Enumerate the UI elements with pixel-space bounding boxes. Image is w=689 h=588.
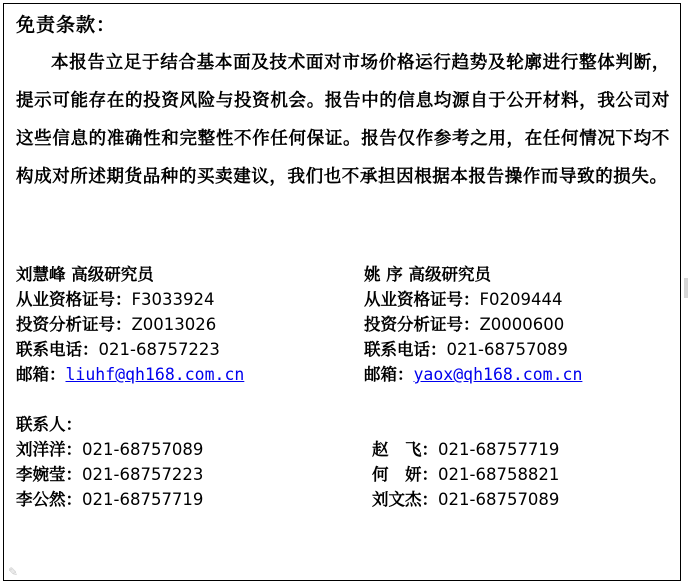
invest-label: 投资分析证号： (16, 315, 132, 334)
contact-name: 李婉莹： (16, 465, 82, 484)
contacts-left (16, 412, 203, 512)
contact-name: 何 妍： (372, 465, 438, 484)
contacts-heading: 联系人： (16, 415, 82, 434)
phone-row (16, 337, 244, 362)
contact-name: 赵 飞： (372, 440, 438, 459)
invest-number: Z0013026 (131, 315, 217, 334)
contact-row (16, 487, 203, 512)
analyst-name-title: 姚 序 高级研究员 (364, 265, 491, 284)
invest-row (364, 312, 582, 337)
contact-phone: 021-68757719 (82, 490, 204, 509)
contact-row (372, 437, 559, 462)
email-link[interactable]: liuhf@qh168.com.cn (65, 365, 245, 384)
license-row (16, 287, 244, 312)
analyst-card-1 (16, 262, 244, 387)
email-row (16, 362, 244, 387)
email-row (364, 362, 582, 387)
disclaimer-body: 本报告立足于结合基本面及技术面对市场价格运行趋势及轮廓进行整体判断，提示可能存在的投资风险与投资机会。报告中的信息均源自于公开材料，我公司对这些信息的准确性和完整性不作任何保证。报告仅作参考之用，在任何情况下均不构成对所述期货品种的买卖建议，我们也不承担因根据本报告操作而导致的损失。 (16, 53, 670, 187)
invest-row (16, 312, 244, 337)
phone-number: 021-68757089 (446, 340, 568, 359)
contact-phone: 021-68757719 (438, 440, 560, 459)
contact-name: 李公然： (16, 490, 82, 509)
analyst-card-2 (364, 262, 582, 387)
phone-number: 021-68757223 (98, 340, 220, 359)
contacts-spacer (372, 412, 559, 437)
license-row (364, 287, 582, 312)
disclaimer-title: 免责条款： (16, 14, 117, 36)
contact-row (16, 462, 203, 487)
analyst-name-title: 刘慧峰 高级研究员 (16, 265, 154, 284)
phone-row (364, 337, 582, 362)
phone-label: 联系电话： (16, 340, 99, 359)
contacts-right (372, 412, 559, 512)
contact-name: 刘洋洋： (16, 440, 82, 459)
contact-phone: 021-68757089 (82, 440, 204, 459)
email-label: 邮箱： (364, 365, 414, 384)
contact-row (372, 487, 559, 512)
contact-row (372, 462, 559, 487)
contact-name: 刘文杰： (372, 490, 438, 509)
license-label: 从业资格证号： (16, 290, 132, 309)
license-label: 从业资格证号： (364, 290, 480, 309)
contact-phone: 021-68757223 (82, 465, 204, 484)
email-label: 邮箱： (16, 365, 66, 384)
email-link[interactable]: yaox@qh168.com.cn (413, 365, 583, 384)
invest-label: 投资分析证号： (364, 315, 480, 334)
contact-phone: 021-68758821 (438, 465, 560, 484)
watermark-logo-icon: ✎ (8, 565, 19, 579)
phone-label: 联系电话： (364, 340, 447, 359)
license-number: F0209444 (479, 290, 563, 309)
contact-row (16, 437, 203, 462)
scroll-edge-marker (684, 278, 688, 298)
contact-phone: 021-68757089 (438, 490, 560, 509)
license-number: F3033924 (131, 290, 215, 309)
invest-number: Z0000600 (479, 315, 565, 334)
